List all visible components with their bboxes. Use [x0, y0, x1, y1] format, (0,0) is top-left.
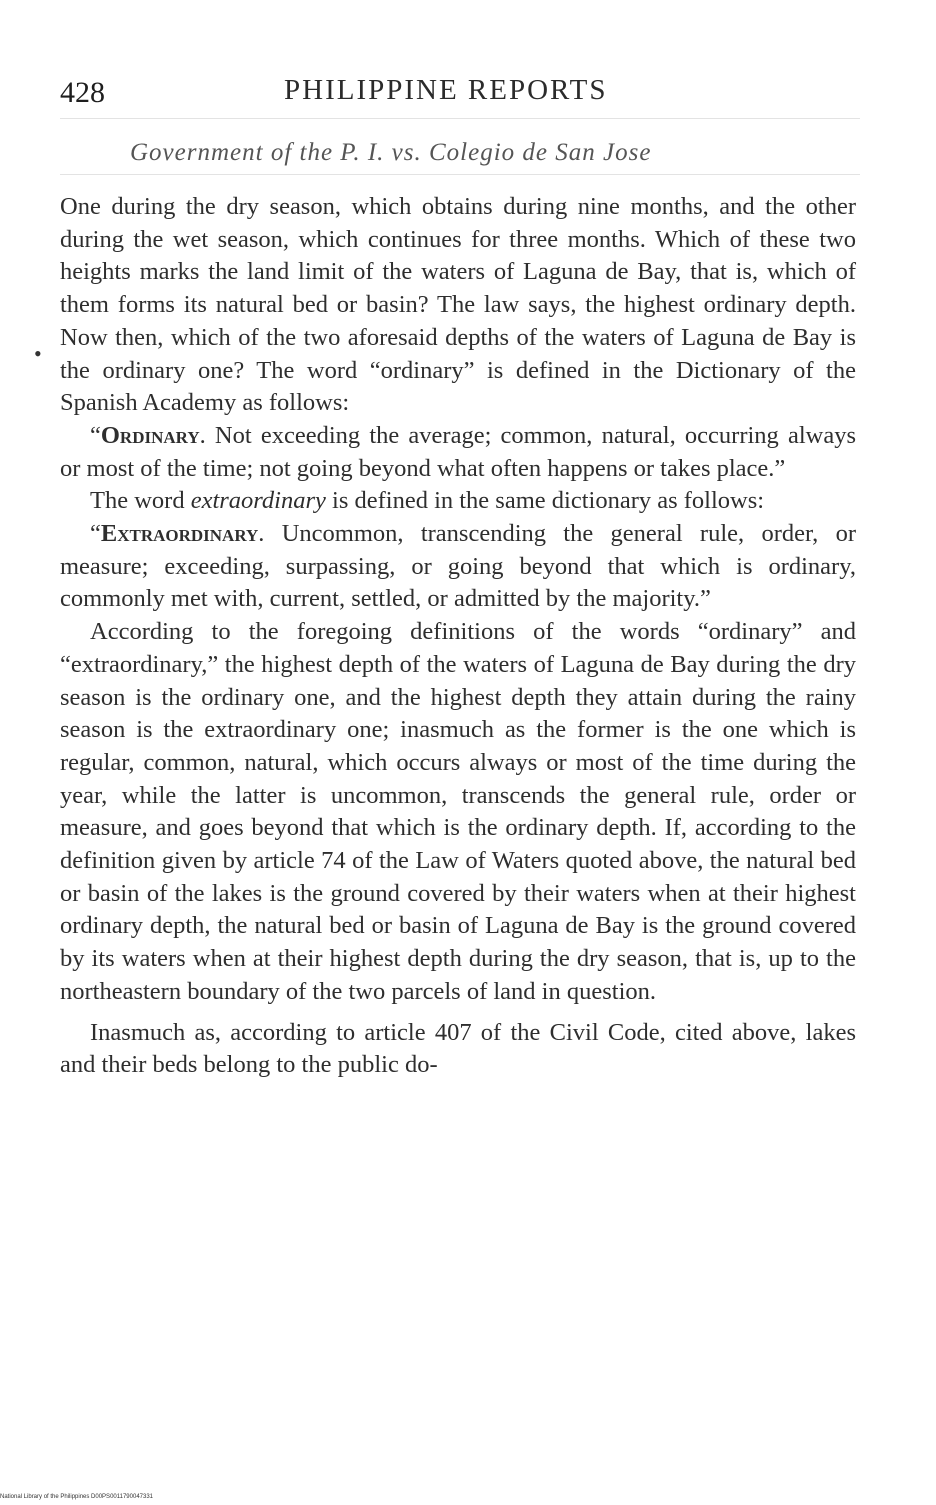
scan-footer: National Library of the Philippines D00PS0011790047331 — [0, 1494, 153, 1500]
margin-mark: • — [34, 341, 42, 366]
paragraph-4-definition-extraordinary — [60, 518, 856, 616]
term-extraordinary-italic: extraordinary — [190, 487, 326, 515]
page-body — [60, 191, 856, 1082]
paragraph-6: Inasmuch as, according to article 407 of the Civil Code, cited above, lakes and their beds belong to the public do- — [60, 1018, 856, 1079]
text-run: is defined in the same dictionary as follows: — [325, 487, 765, 515]
header-rule — [60, 118, 860, 119]
subheader-rule — [60, 174, 860, 175]
paragraph-1: One during the dry season, which obtains during nine months, and the other during the wet season, which continues for three months. Which of these two heights marks the land limit of the waters of Laguna de Bay, that is, which of them forms its natural bed or basin? The law says, the highest ordinary depth. Now then, which of the two aforesaid depths of the waters of Laguna de Bay is the ordinary one? The word “ordinary” is defined in the Dictionary of the Spanish Academy as follows: — [60, 193, 856, 417]
paragraph-2-definition-ordinary — [60, 420, 856, 485]
running-title: PHILIPPINE REPORTS — [284, 74, 608, 106]
paragraph-5: According to the foregoing definitions of the words “ordinary” and “extraordinary,” the highest depth of the waters of Laguna de Bay during the dry season is the ordinary one, and the highest depth they attain during the rainy season is the extraordinary one; inasmuch as the former is the one which is regular, common, natural, which occurs always or most of the time during the year, while the latter is uncommon, transcends the general rule, order or measure, and goes beyond that which is the ordinary depth. If, according to the definition given by article 74 of the Law of Waters quoted above, the natural bed or basin of the lakes is the ground covered by their waters when at their highest ordinary depth, the natural bed or basin of Laguna de Bay is the ground covered by its waters when at their highest depth during the dry season, that is, up to the northeastern boundary of the two parcels of land in question. — [60, 618, 856, 1005]
definition-text: . Uncommon, transcending the general rule, order, or measure; exceeding, surpassing, or going beyond that which is ordinary, commonly met with, current, settled, or admitted by the majority.” — [60, 520, 856, 613]
term-ordinary: Ordinary — [100, 421, 200, 449]
term-extraordinary: Extraordinary — [100, 520, 259, 548]
page-number: 428 — [60, 76, 105, 109]
definition-text: . Not exceeding the average; common, natural, occurring always or most of the time; not going beyond what often happens or takes place.” — [60, 421, 856, 482]
open-quote: “ — [90, 421, 101, 449]
open-quote: “ — [90, 520, 101, 548]
text-run: The word — [90, 487, 191, 515]
paragraph-3 — [60, 485, 856, 518]
case-title: Government of the P. I. vs. Colegio de San Jose — [130, 139, 652, 166]
